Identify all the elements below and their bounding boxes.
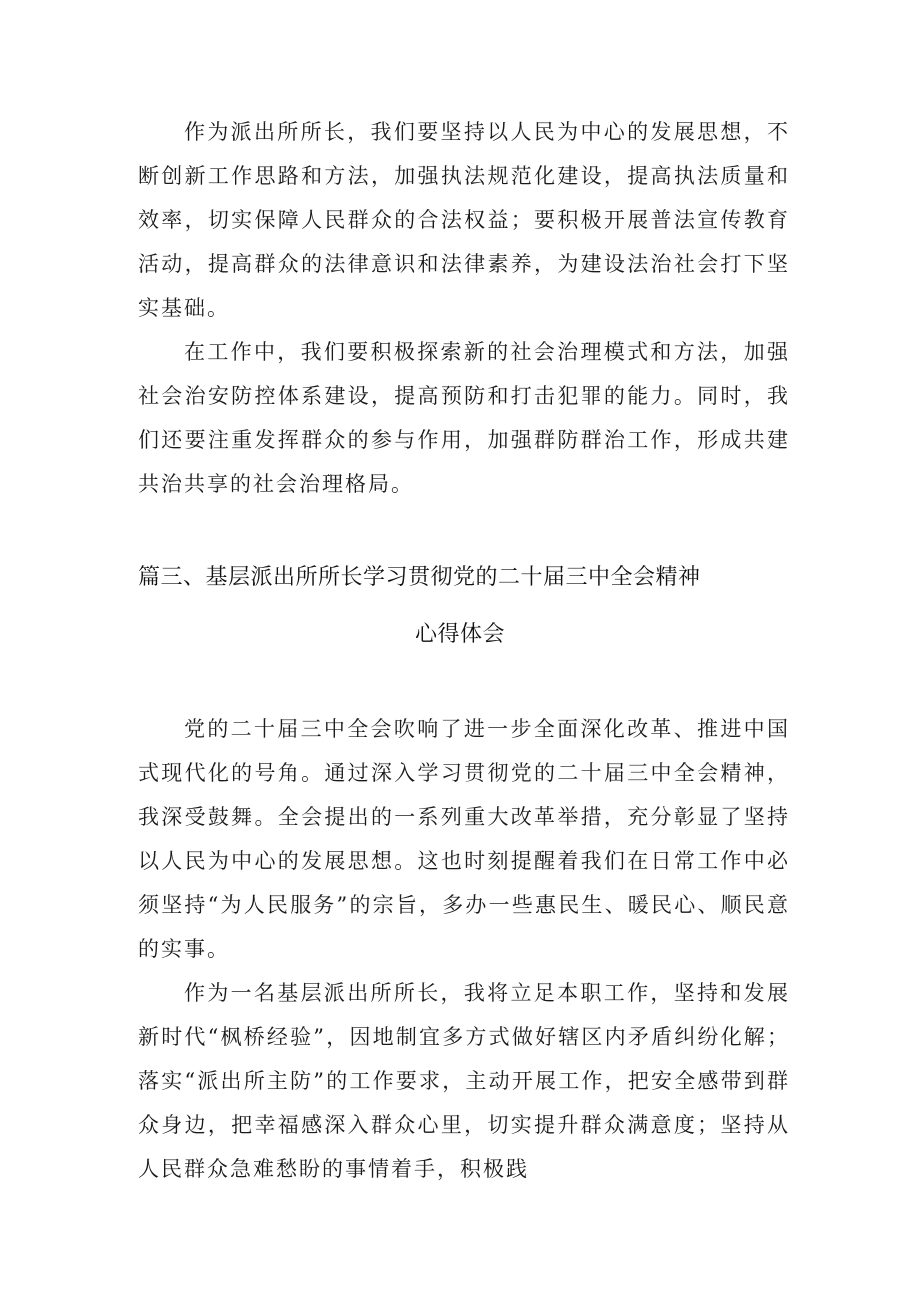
top-text-block bbox=[138, 110, 790, 506]
bottom-text-block bbox=[138, 707, 790, 1191]
body-paragraph: 党的二十届三中全会吹响了进一步全面深化改革、推进中国式现代化的号角。通过深入学习贯彻党的二十届三中全会精神，我深受鼓舞。全会提出的一系列重大改革举措，充分彰显了坚持以人民为中心的发展思想。这也时刻提醒着我们在日常工作中必须坚持“为人民服务”的宗旨，多办一些惠民生、暖民心、顺民意的实事。 bbox=[138, 717, 790, 961]
section-title-line2: 心得体会 bbox=[415, 622, 506, 647]
body-paragraph: 作为派出所所长，我们要坚持以人民为中心的发展思想，不断创新工作思路和方法，加强执法规范化建设，提高执法质量和效率，切实保障人民群众的合法权益；要积极开展普法宣传教育活动，提高群众的法律意识和法律素养，为建设法治社会打下坚实基础。 bbox=[138, 120, 790, 320]
section-title-line1: 篇三、基层派出所所长学习贯彻党的二十届三中全会精神 bbox=[138, 565, 701, 590]
body-paragraph: 在工作中，我们要积极探索新的社会治理模式和方法，加强社会治安防控体系建设，提高预防和打击犯罪的能力。同时，我们还要注重发挥群众的参与作用，加强群防群治工作，形成共建共治共享的社会治理格局。 bbox=[138, 340, 790, 496]
body-paragraph: 作为一名基层派出所所长，我将立足本职工作，坚持和发展新时代“枫桥经验”，因地制宜多方式做好辖区内矛盾纠纷化解；落实“派出所主防”的工作要求，主动开展工作，把安全感带到群众身边，把幸福感深入群众心里，切实提升群众满意度；坚持从人民群众急难愁盼的事情着手，积极践 bbox=[138, 981, 790, 1181]
